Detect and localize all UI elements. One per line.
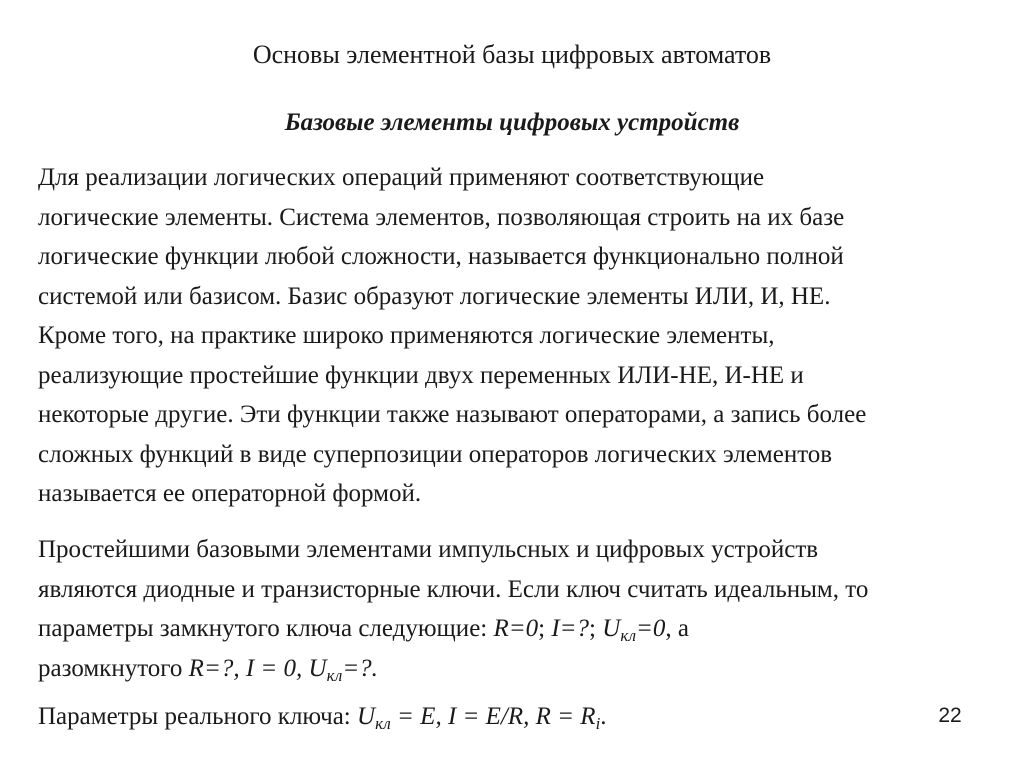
text-line: называется ее операторной формой. [38,480,422,507]
separator: , [233,654,246,682]
text-line: Простейшими базовыми элементами импульсных и цифровых устройств [38,536,819,563]
text-line: системой или базисом. Базис образуют логические элементы ИЛИ, И, НЕ. [38,282,831,310]
formula-resistance [535,703,601,733]
text-line: являются диодные и транзисторные ключи. Если ключ считать идеальным, то [38,575,869,603]
text-line-open-key [38,649,988,689]
text-line: Для реализации логических операций применяют соответствующие [38,164,765,191]
slide-title: Основы элементной базы цифровых автоматов [252,40,772,69]
formula-var: U [357,703,376,730]
text-fragment: . [600,703,607,730]
formula-rest: =?. [342,654,378,682]
text-line: сложных функций в виде суперпозиции операторов логических элементов [38,440,833,468]
formula-rest: =0 [636,615,666,642]
text-line: реализующие простейшие функции двух переменных ИЛИ-НЕ, И-НЕ и [38,361,804,389]
text-line-closed-key [38,609,988,649]
text-line-real-key [38,697,988,737]
formula-current: I=? [551,615,590,642]
text-fragment: параметры замкнутого ключа следующие: [38,615,494,642]
slide-subtitle: Базовые элементы цифровых устройств [284,109,740,136]
formula-voltage [357,703,436,733]
formula-subscript: i [595,714,601,733]
formula-rest: = E [390,703,436,730]
formula-var: U [602,615,621,642]
separator: ; [538,615,552,642]
separator: , [296,654,309,682]
text-line: Кроме того, на практике широко применяются логические элементы, [38,322,775,349]
formula-subscript: кл [375,714,391,733]
separator: , [523,703,536,730]
formula-subscript: кл [620,626,637,645]
formula-voltage [308,654,378,685]
text-line: логические элементы. Система элементов, позволяющая строить на их базе [38,203,845,231]
text-line: логические функции любой сложности, называется функционально полной [38,243,844,270]
formula-var: U [308,654,327,682]
formula-subscript: кл [326,665,343,685]
paragraph-logic-elements [38,158,988,514]
formula-var: R = R [535,703,596,730]
paragraph-real-key [38,697,988,737]
separator: , [435,703,448,730]
page-number: 22 [938,704,962,727]
text-fragment: Параметры реального ключа: [38,703,358,730]
paragraph-key-parameters [38,530,988,688]
formula-current: I = 0 [245,654,297,682]
separator: ; [589,615,603,642]
formula-resistance: R=? [188,654,234,682]
formula-voltage [602,615,666,645]
text-line: некоторые другие. Эти функции также называют операторами, а запись более [38,401,867,428]
text-fragment: разомкнутого [38,654,189,682]
formula-current: I = E/R [447,703,524,730]
formula-resistance: R=0 [493,615,539,642]
text-fragment: , а [665,615,690,642]
